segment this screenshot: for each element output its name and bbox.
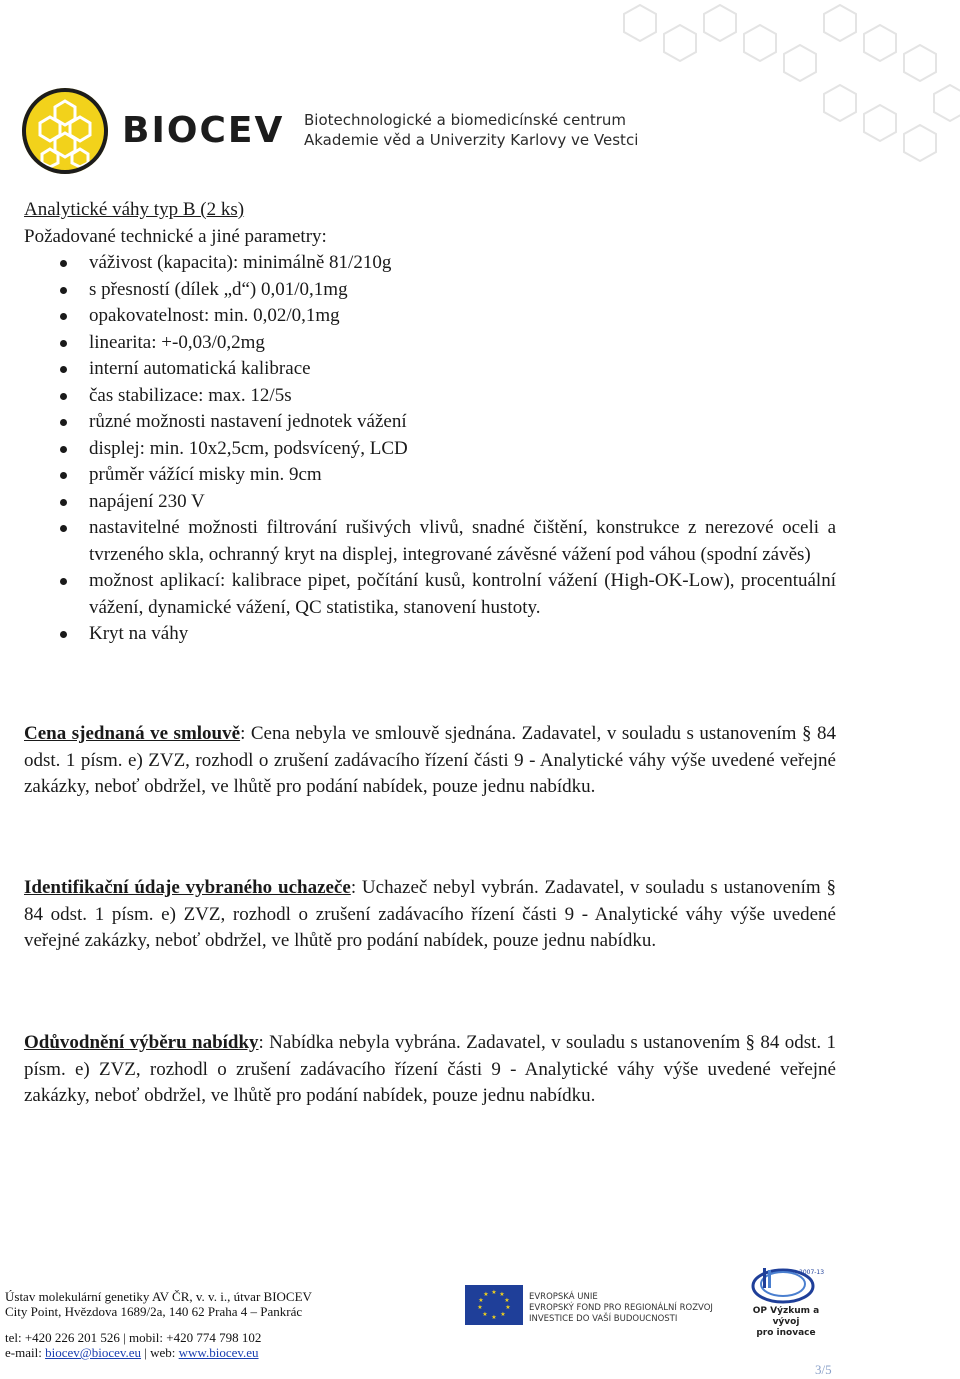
bullet-icon	[60, 393, 67, 400]
list-item: nastavitelné možnosti filtrování rušivých vlivů, snadné čištění, konstrukce z nerezové oceli a tvrzeného skla, ochranný kryt na displej, integrované závěsné vážení pod váhou (spodní závěs)	[24, 515, 836, 568]
list-item: váživost (kapacita): minimálně 81/210g	[24, 250, 836, 277]
biocev-logo	[20, 87, 110, 175]
bullet-icon	[60, 287, 67, 294]
footer-street: City Point, Hvězdova 1689/2a, 140 62 Praha 4 – Pankrác	[5, 1304, 303, 1319]
list-item: čas stabilizace: max. 12/5s	[24, 383, 836, 410]
justification-section	[24, 1030, 836, 1110]
footer-address	[5, 1289, 312, 1319]
svg-text:★: ★	[478, 1297, 484, 1304]
bullet-icon	[60, 313, 67, 320]
op-years: 2007-13	[799, 1269, 825, 1276]
op-text: OP Výzkum a vývoj pro inovace	[752, 1306, 820, 1338]
svg-text:★: ★	[483, 1291, 489, 1298]
page-number: 3/5	[815, 1362, 832, 1377]
bullet-icon	[60, 472, 67, 479]
footer-contact	[5, 1330, 261, 1360]
svg-text:★: ★	[505, 1304, 511, 1311]
price-label: Cena sjednaná ve smlouvě	[24, 723, 241, 744]
bullet-icon	[60, 631, 67, 638]
bidder-section	[24, 875, 836, 955]
price-text: : Cena nebyla ve smlouvě sjednána. Zadavatel, v souladu s ustanovením § 84 odst. 1 písm. e) ZVZ, rozhodl o zrušení zadávacího řízení části 9 - Analytické váhy výše uvedené veřejné zakázky, neboť obdržel, ve lhůtě pro podání nabídek, pouze jednu nabídku.	[24, 723, 836, 797]
justification-label: Odůvodnění výběru nabídky	[24, 1032, 259, 1053]
svg-text:★: ★	[504, 1297, 510, 1304]
footer-institute: Ústav molekulární genetiky AV ČR, v. v. i., útvar BIOCEV	[5, 1289, 312, 1304]
bullet-icon	[60, 525, 67, 532]
footer-phones: tel: +420 226 201 526 | mobil: +420 774 798 102	[5, 1330, 262, 1345]
svg-text:★: ★	[482, 1311, 488, 1318]
bidder-label: Identifikační údaje vybraného uchazeče	[24, 877, 351, 898]
svg-text:★: ★	[491, 1289, 497, 1296]
brand-name: BIOCEV	[122, 110, 285, 151]
parameters-list	[24, 250, 836, 648]
bullet-icon	[60, 340, 67, 347]
bullet-icon	[60, 419, 67, 426]
list-item: napájení 230 V	[24, 489, 836, 516]
list-item: displej: min. 10x2,5cm, podsvícený, LCD	[24, 436, 836, 463]
footer-links: e-mail: biocev@biocev.eu | web: www.biocev.eu	[5, 1345, 259, 1360]
price-section	[24, 721, 836, 801]
bullet-icon	[60, 366, 67, 373]
svg-text:★: ★	[491, 1314, 497, 1321]
eu-fund-text: EVROPSKÁ UNIE EVROPSKÝ FOND PRO REGIONÁLNÍ ROZVOJ INVESTICE DO VAŠÍ BUDOUCNOSTI	[529, 1292, 713, 1324]
bullet-icon	[60, 499, 67, 506]
bidder-text: : Uchazeč nebyl vybrán. Zadavatel, v souladu s ustanovením § 84 odst. 1 písm. e) ZVZ, rozhodl o zrušení zadávacího řízení části 9 - Analytické váhy výše uvedené veřejné zakázky, neboť obdržel, ve lhůtě pro podání nabídek, pouze jednu nabídku.	[24, 877, 837, 951]
list-item: různé možnosti nastavení jednotek vážení	[24, 409, 836, 436]
list-item: interní automatická kalibrace	[24, 356, 836, 383]
bullet-icon	[60, 446, 67, 453]
org-name-line2: Akademie věd a Univerzity Karlovy ve Vestci	[304, 131, 639, 149]
web-link[interactable]: www.biocev.eu	[178, 1345, 259, 1360]
section-title: Analytické váhy typ B (2 ks)	[24, 199, 245, 220]
parameters-intro: Požadované technické a jiné parametry:	[24, 226, 327, 247]
svg-text:★: ★	[499, 1291, 505, 1298]
list-item: opakovatelnost: min. 0,02/0,1mg	[24, 303, 836, 330]
justification-text: : Nabídka nebyla vybrána. Zadavatel, v souladu s ustanovením § 84 odst. 1 písm. e) ZVZ, rozhodl o zrušení zadávacího řízení části 9 - Analytické váhy výše uvedené veřejné zakázky, neboť obdržel, ve lhůtě pro podání nabídek, pouze jednu nabídku.	[24, 1032, 836, 1106]
eu-flag-icon	[465, 1285, 523, 1325]
list-item: možnost aplikací: kalibrace pipet, počítání kusů, kontrolní vážení (High-OK-Low), procentuální vážení, dynamické vážení, QC statistika, stanovení hustoty.	[24, 568, 836, 621]
svg-text:★: ★	[477, 1304, 483, 1311]
bullet-icon	[60, 578, 67, 585]
list-item: s přesností (dílek „d“) 0,01/0,1mg	[24, 277, 836, 304]
decorative-hexagon-pattern	[600, 0, 960, 175]
list-item: Kryt na váhy	[24, 621, 836, 648]
svg-text:★: ★	[500, 1311, 506, 1318]
org-name-line1: Biotechnologické a biomedicínské centrum	[304, 111, 627, 129]
list-item: linearita: +-0,03/0,2mg	[24, 330, 836, 357]
bullet-icon	[60, 260, 67, 267]
list-item: průměr vážící misky min. 9cm	[24, 462, 836, 489]
op-vavpi-logo	[745, 1262, 825, 1306]
email-link[interactable]: biocev@biocev.eu	[45, 1345, 142, 1360]
